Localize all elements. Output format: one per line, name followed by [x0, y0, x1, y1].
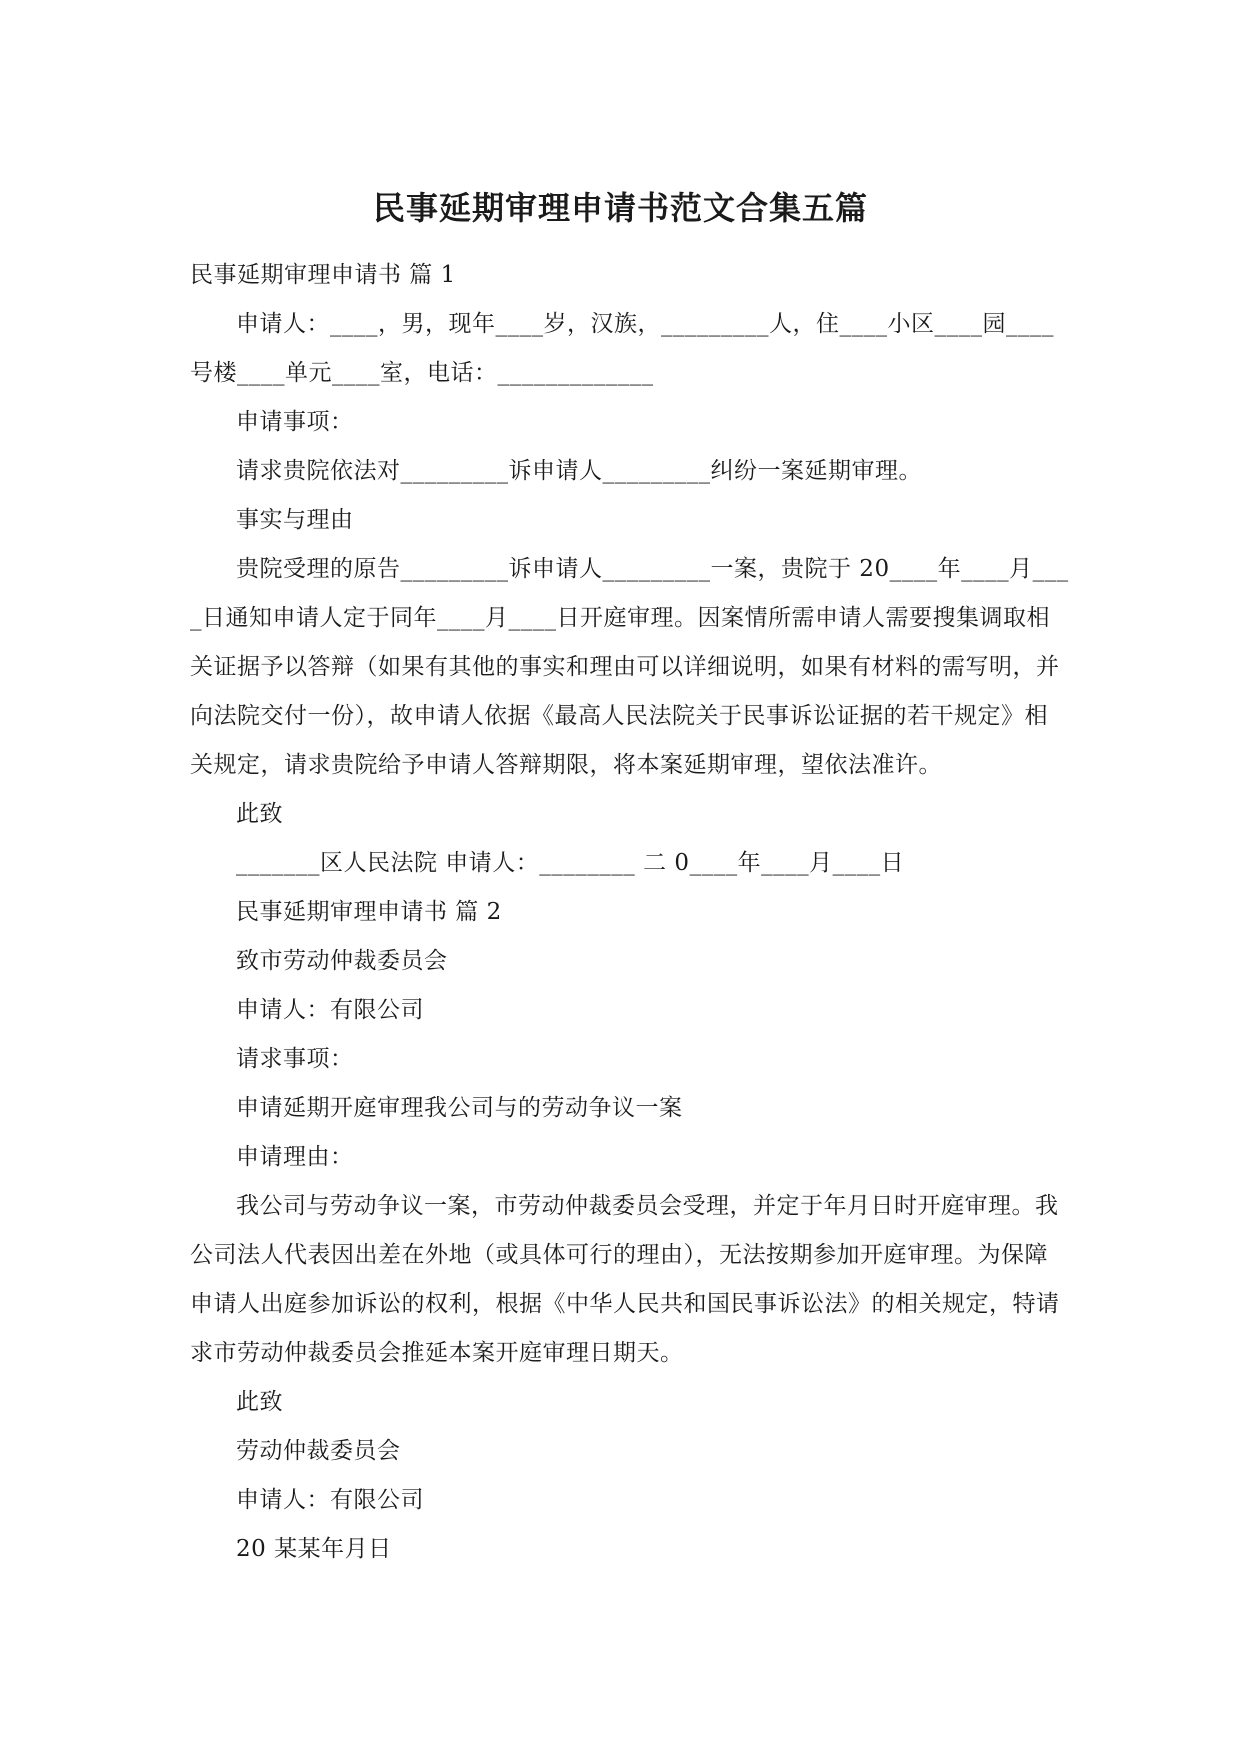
paragraph: 请求贵院依法对_________诉申请人_________纠纷一案延期审理。	[236, 458, 922, 484]
paragraph: 此致	[236, 1389, 283, 1415]
paragraph: 民事延期审理申请书 篇 1	[190, 262, 456, 288]
paragraph: 申请理由：	[236, 1144, 354, 1170]
paragraph: 20 某某年月日	[236, 1536, 392, 1562]
paragraph: 我公司与劳动争议一案，市劳动仲裁委员会受理，并定于年月日时开庭审理。我公司法人代表因出差在外地（或具体可行的理由），无法按期参加开庭审理。为保障申请人出庭参加诉讼的权利，根据《中华人民共和国民事诉讼法》的相关规定，特请求市劳动仲裁委员会推延本案开庭审理日期天。	[190, 1193, 1060, 1366]
document-title: 民事延期审理申请书范文合集五篇	[372, 189, 868, 227]
paragraph: 申请事项：	[236, 409, 354, 435]
paragraph: 申请人：有限公司	[236, 1487, 424, 1513]
paragraph: 致市劳动仲裁委员会	[236, 948, 448, 974]
paragraph: 劳动仲裁委员会	[236, 1438, 401, 1464]
document-body	[190, 251, 1070, 1574]
paragraph: 请求事项：	[236, 1046, 354, 1072]
paragraph: 申请延期开庭审理我公司与的劳动争议一案	[236, 1095, 683, 1121]
paragraph: 此致	[236, 801, 283, 827]
paragraph: 申请人：____，男，现年____岁，汉族，_________人，住____小区____园____号楼____单元____室，电话：_____________	[190, 311, 1054, 386]
paragraph: 申请人：有限公司	[236, 997, 424, 1023]
paragraph: 民事延期审理申请书 篇 2	[236, 899, 502, 925]
paragraph: 事实与理由	[236, 507, 354, 533]
paragraph: 贵院受理的原告_________诉申请人_________一案，贵院于 20____年____月____日通知申请人定于同年____月____日开庭审理。因案情所需申请人需要搜集调取相关证据予以答辩（如果有其他的事实和理由可以详细说明，如果有材料的需写明，并向法院交付一份），故申请人依据《最高人民法院关于民事诉讼证据的若干规定》相关规定，请求贵院给予申请人答辩期限，将本案延期审理，望依法准许。	[190, 556, 1069, 778]
paragraph: _______区人民法院 申请人：________ 二 0____年____月____日	[236, 850, 905, 876]
